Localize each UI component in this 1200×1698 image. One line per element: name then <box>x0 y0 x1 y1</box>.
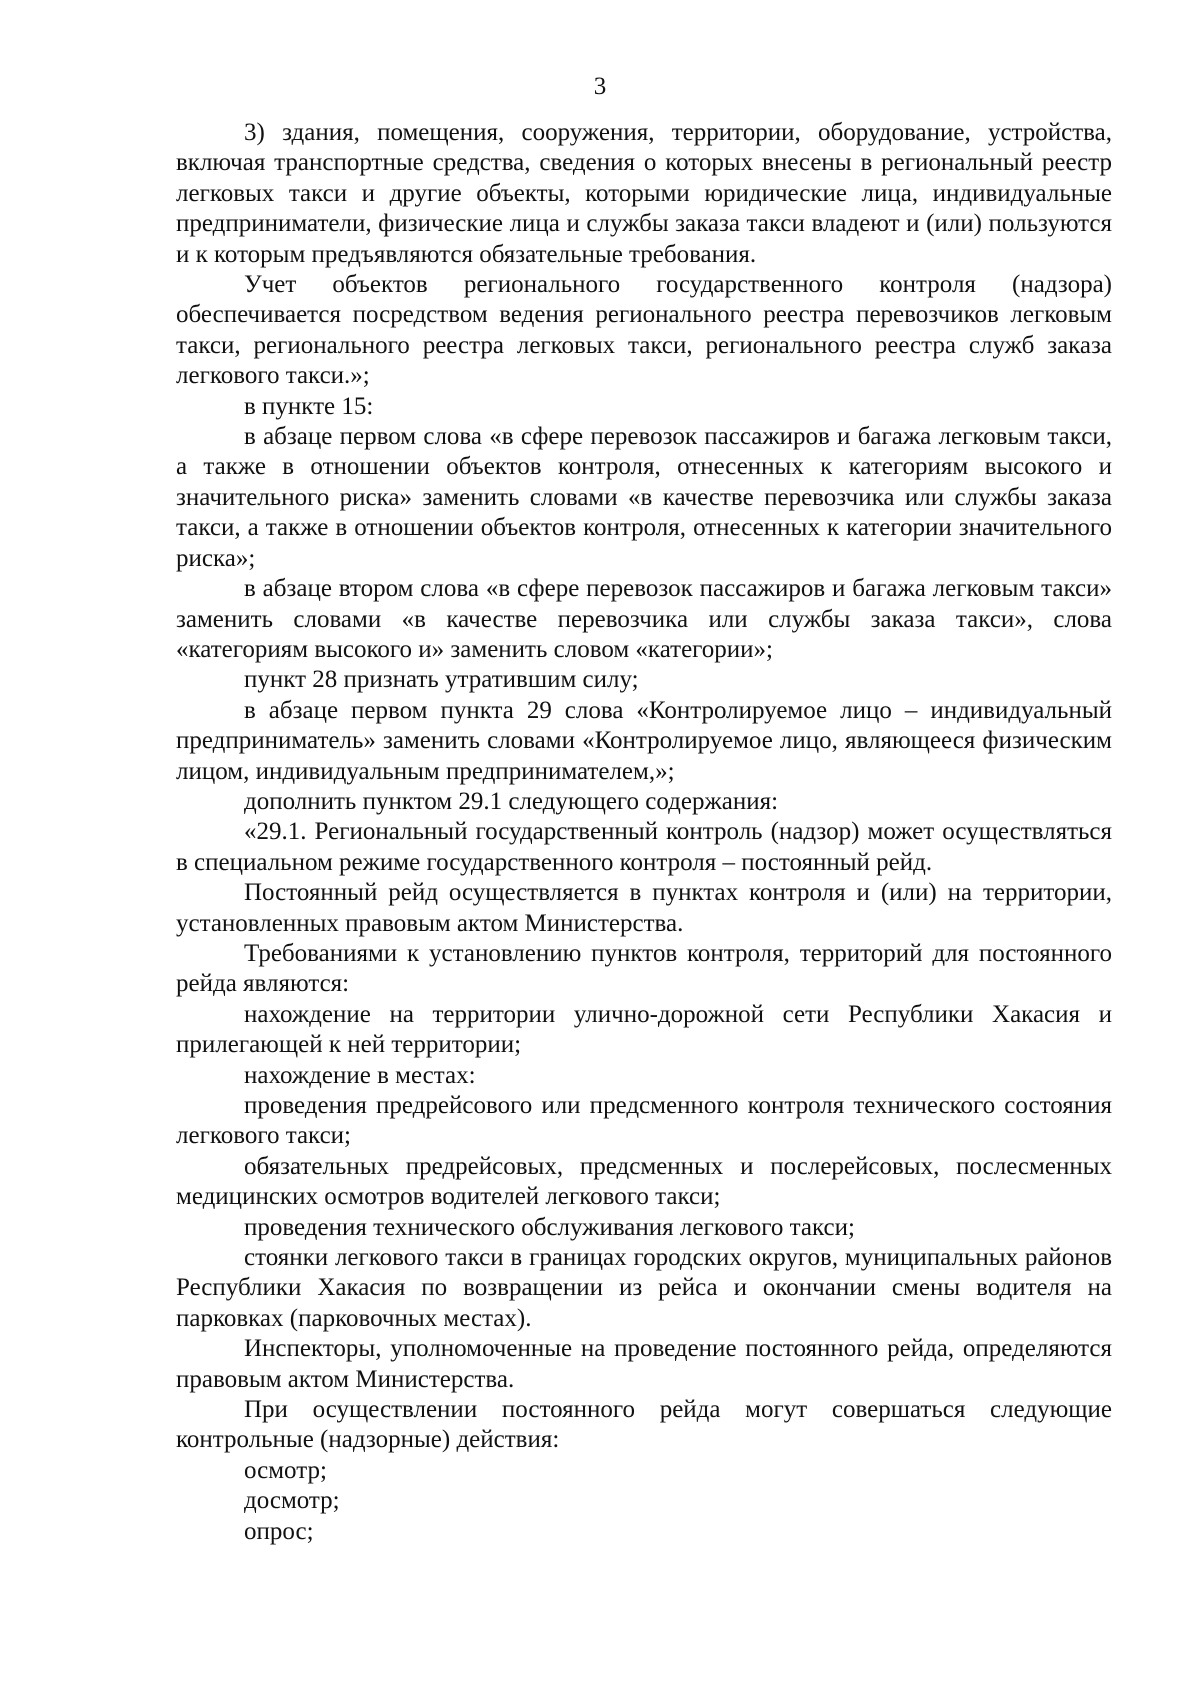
paragraph-locations-intro: нахождение в местах: <box>244 1061 476 1089</box>
paragraph-control-actions-intro: При осуществлении постоянного рейда могут совершаться следующие контрольные (надзорные) действия: <box>176 1396 1112 1454</box>
page-number: 3 <box>593 73 607 100</box>
paragraph-object-accounting: Учет объектов регионального государственного контроля (надзора) обеспечивается посредством ведения регионального реестра перевозчиков легковым такси, регионального реестра легковых такси, регионального реестра служб заказа легкового такси.»; <box>176 271 1112 390</box>
paragraph-add-clause-29-1: дополнить пунктом 29.1 следующего содержания: <box>244 787 779 815</box>
paragraph-second-abzats-amendment: в абзаце втором слова «в сфере перевозок пассажиров и багажа легковым такси» заменить словами «в качестве перевозчика или службы заказа такси», слова «категориям высокого и» заменить словом «категории»; <box>176 575 1112 663</box>
paragraph-item-3: 3) здания, помещения, сооружения, территории, оборудование, устройства, включая транспортные средства, сведения о которых внесены в региональный реестр легковых такси и другие объекты, которыми юридические лица, индивидуальные предприниматели, физические лица и службы заказа такси владеют и (или) пользуются и к которым предъявляются обязательные требования. <box>176 119 1112 268</box>
list-item-survey: опрос; <box>244 1517 314 1545</box>
paragraph-clause-29-amendment: в абзаце первом пункта 29 слова «Контролируемое лицо – индивидуальный предприниматель» заменить словами «Контролируемое лицо, являющееся физическим лицом, индивидуальным предпринимателем,»; <box>176 696 1112 785</box>
paragraph-permanent-raid-location: Постоянный рейд осуществляется в пунктах контроля и (или) на территории, установленных правовым актом Министерства. <box>176 879 1112 937</box>
list-item-inspection: осмотр; <box>244 1456 327 1484</box>
paragraph-clause-28-repeal: пункт 28 признать утратившим силу; <box>244 666 639 694</box>
paragraph-technical-maintenance: проведения технического обслуживания легкового такси; <box>244 1213 855 1241</box>
paragraph-control-point-requirements: Требованиями к установлению пунктов контроля, территорий для постоянного рейда являются: <box>176 939 1112 998</box>
paragraph-taxi-parking: стоянки легкового такси в границах городских округов, муниципальных районов Республики Хакасия по возвращении из рейса и окончании смены водителя на парковках (парковочных местах). <box>176 1244 1112 1332</box>
paragraph-road-network-location: нахождение на территории улично-дорожной сети Республики Хакасия и прилегающей к ней территории; <box>176 1000 1112 1059</box>
paragraph-clause-29-1-text: «29.1. Региональный государственный контроль (надзор) может осуществляться в специальном режиме государственного контроля – постоянный рейд. <box>176 818 1112 876</box>
paragraph-inspectors: Инспекторы, уполномоченные на проведение постоянного рейда, определяются правовым актом Министерства. <box>176 1335 1112 1393</box>
list-item-search: досмотр; <box>244 1487 340 1515</box>
document-body <box>176 118 1112 1547</box>
paragraph-first-abzats-amendment: в абзаце первом слова «в сфере перевозок пассажиров и багажа легковым такси, а также в отношении объектов контроля, отнесенных к категориям высокого и значительного риска» заменить словами «в качестве перевозчика или службы заказа такси, а также в отношении объектов контроля, отнесенных к категории значительного риска»; <box>176 423 1112 572</box>
paragraph-technical-control: проведения предрейсового или предсменного контроля технического состояния легкового такси; <box>176 1092 1112 1150</box>
paragraph-in-clause-15: в пункте 15: <box>244 392 374 420</box>
paragraph-medical-examinations: обязательных предрейсовых, предсменных и послерейсовых, послесменных медицинских осмотров водителей легкового такси; <box>176 1152 1112 1211</box>
